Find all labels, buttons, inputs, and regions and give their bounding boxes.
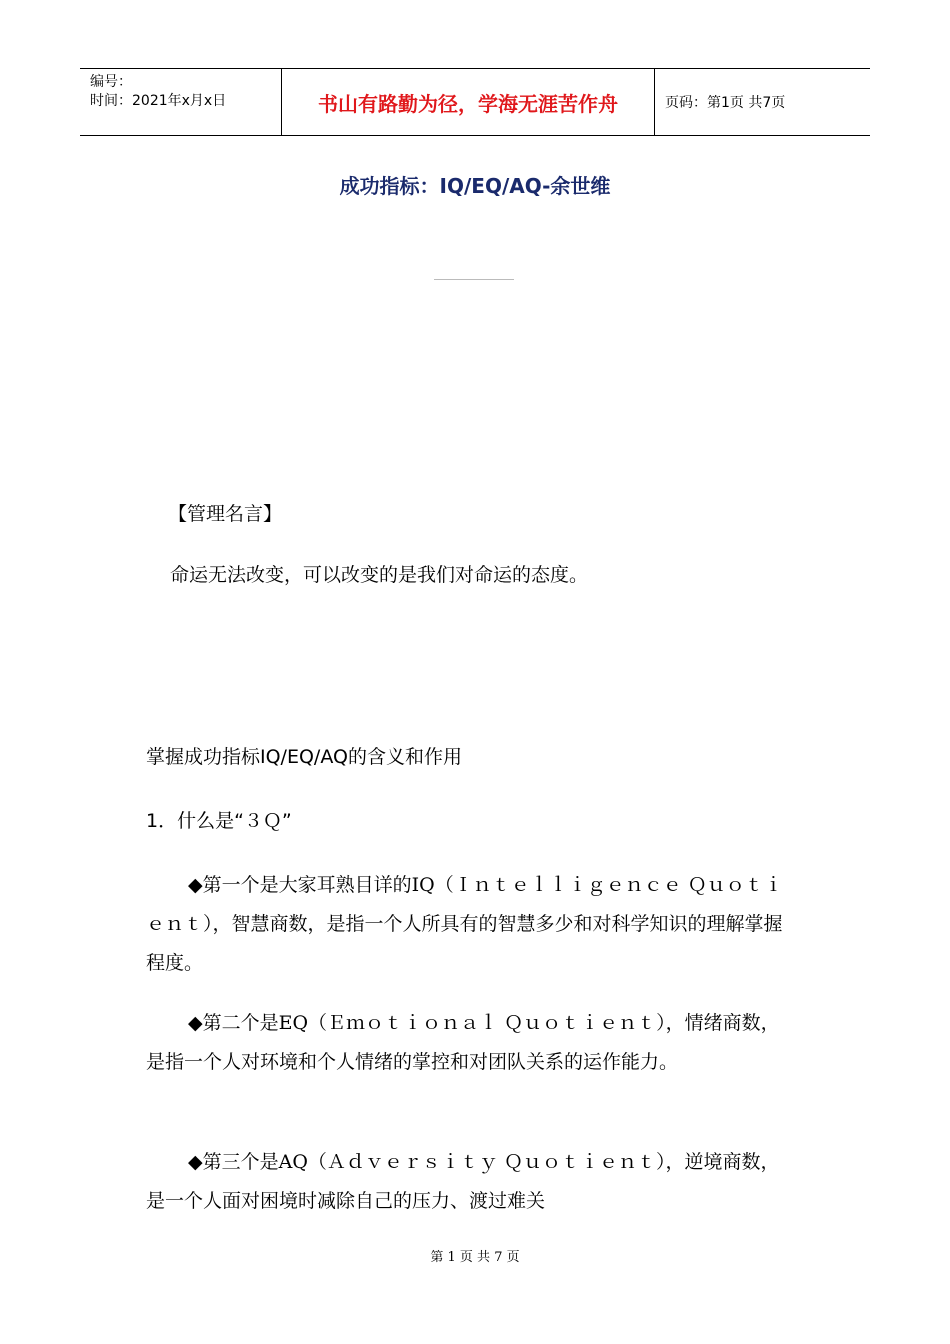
header-meta [80, 69, 282, 135]
quote-text: 命运无法改变，可以改变的是我们对命运的态度。 [170, 564, 589, 586]
quote-heading: 【管理名言】 [168, 503, 283, 525]
paragraph-iq: ◆第一个是大家耳熟目详的IQ（Ｉｎｔｅｌｌｉｇｅｎｃｅ Ｑｕｏｔｉｅｎｔ），智慧商数，是指一个人所具有的智慧多少和对科学知识的理解掌握程度。 [146, 874, 783, 974]
page-header [80, 68, 870, 136]
header-page-info: 页码：第1页 共7页 [665, 95, 786, 111]
header-motto: 书山有路勤为径，学海无涯苦作舟 [282, 69, 655, 135]
list-item-1: 1．什么是“３Ｑ” [146, 810, 292, 832]
document-title: 成功指标：IQ/EQ/AQ-余世维 [339, 174, 611, 198]
section-heading: 掌握成功指标IQ/EQ/AQ的含义和作用 [146, 746, 462, 768]
paragraph-eq: ◆第二个是EQ（Ｅｍｏｔｉｏｎａｌ Ｑｕｏｔｉｅｎｔ），情绪商数，是指一个人对环境和个人情绪的掌控和对团队关系的运作能力。 [146, 1012, 780, 1073]
page-footer: 第 1 页 共 7 页 [430, 1250, 520, 1265]
serial-label: 编号： [90, 74, 132, 90]
divider [434, 279, 514, 280]
time-label: 时间：2021年x月x日 [90, 93, 227, 109]
paragraph-aq: ◆第三个是AQ（Ａｄｖｅｒｓｉｔｙ Ｑｕｏｔｉｅｎｔ），逆境商数，是一个人面对困境时减除自己的压力、渡过难关 [146, 1151, 780, 1212]
